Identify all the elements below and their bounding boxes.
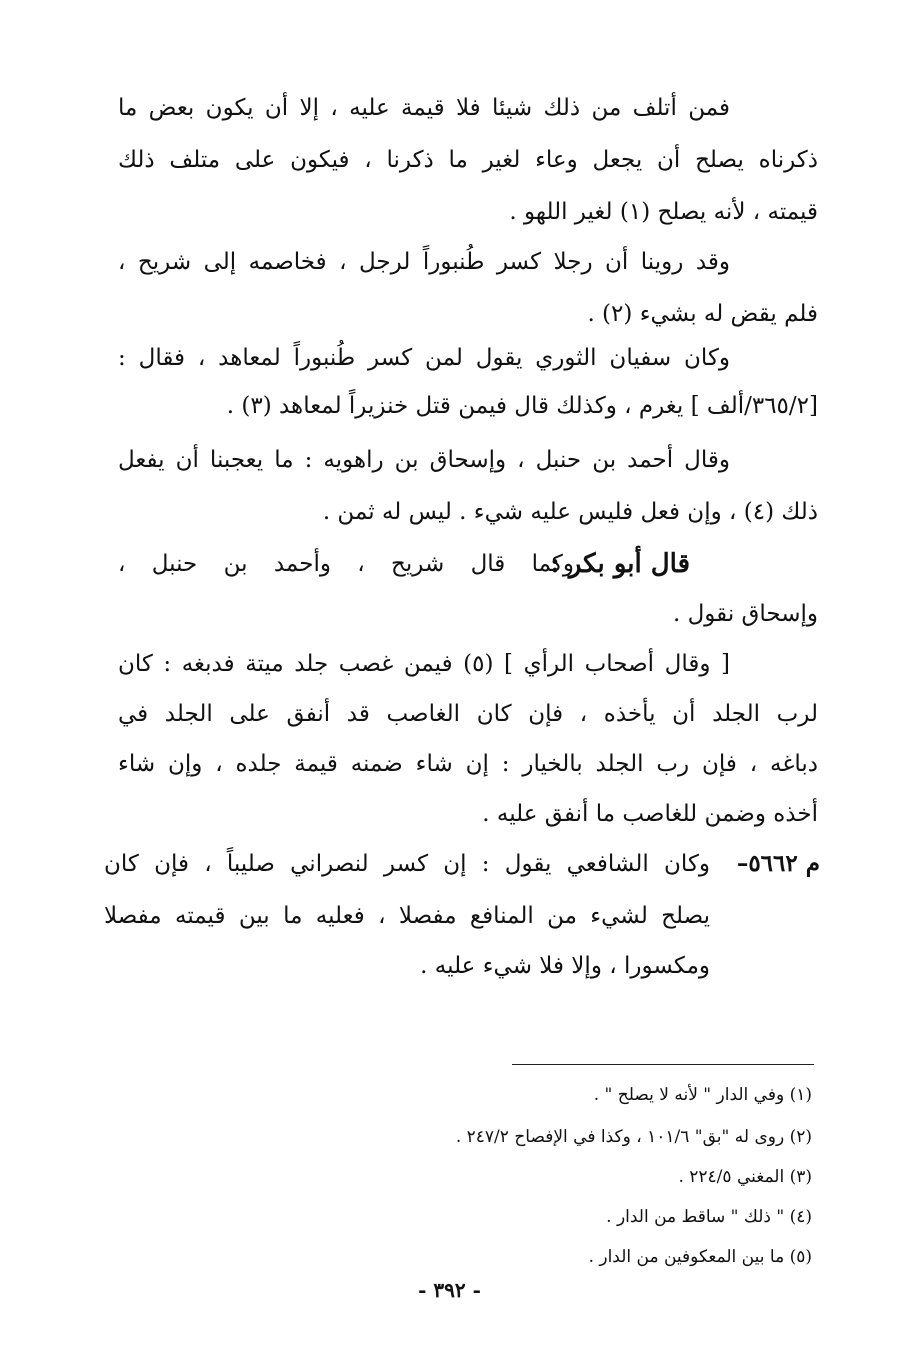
- body-line-7: [٣٦٥/٢/ألف ] يغرم ، وكذلك قال فيمن قتل خنزيراً لمعاهد (٣) .: [226, 393, 818, 419]
- footnote-2: (٢) روى له "بق" ١٠١/٦ ، وكذا في الإفصاح ٢٤٧/٢ .: [455, 1127, 812, 1147]
- body-line-18: ومكسورا ، وإلا فلا شيء عليه .: [420, 953, 710, 979]
- body-line-13: لرب الجلد أن يأخذه ، فإن كان الغاصب قد أنفق على الجلد في: [118, 701, 818, 727]
- footnote-5: (٥) ما بين المعكوفين من الدار .: [588, 1247, 812, 1267]
- footnote-separator: [512, 1064, 814, 1065]
- body-line-5: فلم يقض له بشيء (٢) .: [587, 301, 818, 327]
- body-line-16: وكان الشافعي يقول : إن كسر لنصراني صليباً ، فإن كان: [104, 851, 710, 877]
- footnote-1: (١) وفي الدار " لأنه لا يصلح " .: [593, 1085, 812, 1105]
- body-line-9: ذلك (٤) ، وإن فعل فليس عليه شيء . ليس له ثمن .: [322, 499, 818, 525]
- body-line-2: ذكرناه يصلح أن يجعل وعاء لغير ما ذكرنا ، فيكون على متلف ذلك: [118, 147, 818, 173]
- body-line-1: فمن أتلف من ذلك شيئا فلا قيمة عليه ، إلا أن يكون بعض ما: [118, 95, 730, 121]
- body-line-14: دباغه ، فإن رب الجلد بالخيار : إن شاء ضمنه قيمة جلده ، وإن شاء: [118, 751, 818, 777]
- footnote-4: (٤) " ذلك " ساقط من الدار .: [606, 1207, 812, 1227]
- body-line-8: وقال أحمد بن حنبل ، وإسحاق بن راهويه : ما يعجبنا أن يفعل: [118, 447, 730, 473]
- body-line-15: أخذه وضمن للغاصب ما أنفق عليه .: [482, 801, 818, 827]
- body-line-3: قيمته ، لأنه يصلح (١) لغير اللهو .: [509, 199, 818, 225]
- footnote-3: (٣) المغني ٢٢٤/٥ .: [678, 1167, 812, 1187]
- issue-number: م ٥٦٦٢–: [736, 850, 820, 877]
- body-line-12: [ وقال أصحاب الرأي ] (٥) فيمن غصب جلد ميتة فدبغه : كان: [118, 651, 730, 677]
- speaker-label: قال أبو بكر :: [550, 549, 690, 579]
- page-number: - ٣٩٢ -: [418, 1278, 481, 1302]
- body-line-10: وكما قال شريح ، وأحمد بن حنبل ،: [118, 551, 574, 577]
- body-line-4: وقد روينا أن رجلا كسر طُنبوراً لرجل ، فخاصمه إلى شريح ،: [118, 249, 730, 275]
- body-line-17: يصلح لشيء من المنافع مفصلا ، فعليه ما بين قيمته مفصلا: [104, 903, 710, 929]
- body-line-11: وإسحاق نقول .: [672, 601, 818, 627]
- body-line-6: وكان سفيان الثوري يقول لمن كسر طُنبوراً لمعاهد ، فقال :: [118, 345, 730, 371]
